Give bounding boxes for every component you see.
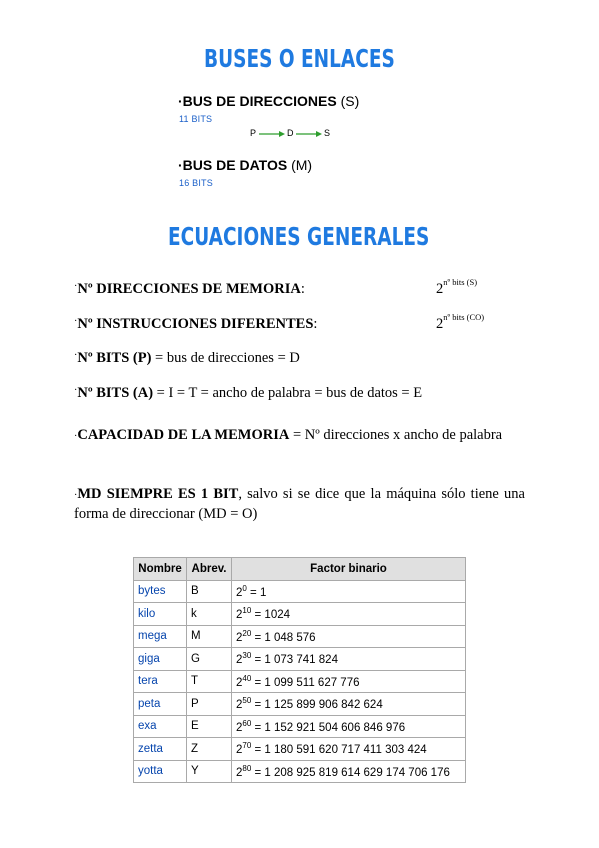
binary-factor [232, 760, 466, 783]
bus-direcciones-bits: 11 BITS [179, 114, 213, 124]
bullet: · [74, 385, 78, 396]
equation-label: Nº DIRECCIONES DE MEMORIA [77, 281, 301, 297]
power-exponent: nº bits (S) [443, 277, 478, 287]
factor-value: = 1 048 576 [251, 631, 316, 644]
power-base: 2 [436, 315, 444, 332]
prefix-abbreviation: T [187, 670, 232, 693]
factor-exponent: 10 [242, 606, 252, 616]
factor-exponent: 20 [242, 628, 252, 638]
binary-factor [232, 580, 466, 603]
equation-separator: : [313, 316, 318, 332]
factor-exponent: 0 [242, 583, 247, 593]
binary-factor [232, 715, 466, 738]
factor-base: 2 [236, 676, 243, 689]
equation-instrucciones [74, 316, 317, 333]
factor-exponent: 50 [242, 696, 252, 706]
factor-exponent: 60 [242, 718, 252, 728]
factor-exponent: 70 [242, 741, 252, 751]
column-header-nombre: Nombre [134, 558, 187, 581]
note-text: , salvo si se dice que la máquina sólo tiene una forma de direccionar (MD = O) [74, 486, 525, 522]
bullet: · [74, 316, 78, 327]
arrow-right-icon [296, 130, 322, 138]
prefix-abbreviation: B [187, 580, 232, 603]
binary-factor [232, 738, 466, 761]
power-base: 2 [436, 280, 444, 297]
equation-label: CAPACIDAD DE LA MEMORIA [77, 427, 290, 443]
equation-capacidad [74, 426, 525, 446]
table-row [134, 648, 466, 671]
table-body [134, 580, 466, 783]
equation-label: Nº INSTRUCCIONES DIFERENTES [77, 316, 314, 332]
factor-base: 2 [236, 721, 243, 734]
factor-base: 2 [236, 766, 243, 779]
equation-text: = Nº direcciones x ancho de palabra [289, 427, 503, 443]
prefix-name-link[interactable]: bytes [134, 580, 187, 603]
factor-base: 2 [236, 744, 243, 757]
factor-exponent: 80 [242, 763, 252, 773]
binary-factor [232, 625, 466, 648]
bullet: · [74, 431, 78, 442]
bus-datos-bits: 16 BITS [179, 178, 213, 188]
bullet: · [178, 157, 183, 173]
bus-direcciones-label: BUS DE DIRECCIONES [182, 93, 341, 109]
prefix-name-link[interactable]: mega [134, 625, 187, 648]
bus-datos-label: BUS DE DATOS [182, 157, 292, 173]
bus-direcciones-symbol: (S) [340, 93, 360, 109]
factor-value: = 1 180 591 620 717 411 303 424 [251, 744, 427, 757]
power-direcciones [436, 279, 477, 298]
flow-p: P [250, 128, 257, 138]
factor-exponent: 30 [242, 651, 252, 661]
table-row [134, 625, 466, 648]
flow-d: D [287, 128, 294, 138]
prefix-abbreviation: k [187, 603, 232, 626]
prefix-name-link[interactable]: tera [134, 670, 187, 693]
factor-base: 2 [236, 654, 243, 667]
factor-value: = 1 099 511 627 776 [251, 676, 360, 689]
factor-value: = 1 208 925 819 614 629 174 706 176 [251, 766, 450, 779]
binary-factor [232, 693, 466, 716]
flow-s: S [324, 128, 331, 138]
table-row [134, 760, 466, 783]
prefix-abbreviation: P [187, 693, 232, 716]
factor-base: 2 [236, 699, 243, 712]
prefix-name-link[interactable]: peta [134, 693, 187, 716]
equation-direcciones [74, 281, 305, 298]
bullet: · [74, 350, 78, 361]
column-header-factor: Factor binario [232, 558, 466, 581]
prefix-abbreviation: M [187, 625, 232, 648]
equation-bits-p [74, 350, 300, 367]
table-row [134, 715, 466, 738]
prefix-abbreviation: Y [187, 760, 232, 783]
prefix-name-link[interactable]: zetta [134, 738, 187, 761]
equation-bits-a [74, 385, 422, 402]
bullet: · [74, 281, 78, 292]
prefix-name-link[interactable]: giga [134, 648, 187, 671]
note-label: MD SIEMPRE ES 1 BIT [77, 486, 239, 502]
bus-datos-heading [178, 157, 312, 173]
factor-base: 2 [236, 631, 243, 644]
table-row [134, 738, 466, 761]
factor-value: = 1024 [251, 609, 291, 622]
prefix-abbreviation: Z [187, 738, 232, 761]
factor-value: = 1 073 741 824 [251, 654, 338, 667]
bullet: · [74, 490, 78, 501]
factor-exponent: 40 [242, 673, 252, 683]
prefix-name-link[interactable]: exa [134, 715, 187, 738]
equation-label: Nº BITS (P) [77, 350, 152, 366]
power-instrucciones [436, 314, 484, 333]
factor-value: = 1 [246, 586, 267, 599]
binary-factor [232, 603, 466, 626]
power-exponent: nº bits (CO) [443, 312, 485, 322]
bullet: · [178, 93, 183, 109]
title-buses: BUSES O ENLACES [204, 44, 395, 73]
bus-datos-symbol: (M) [291, 157, 313, 173]
arrow-right-icon [259, 130, 285, 138]
note-md [74, 485, 525, 524]
equation-text: = I = T = ancho de palabra = bus de datos = E [153, 385, 423, 401]
factor-base: 2 [236, 586, 243, 599]
factor-value: = 1 125 899 906 842 624 [251, 699, 383, 712]
prefix-name-link[interactable]: yotta [134, 760, 187, 783]
table-row [134, 670, 466, 693]
table-header-row [134, 558, 466, 581]
factor-value: = 1 152 921 504 606 846 976 [251, 721, 406, 734]
binary-prefix-table [133, 557, 466, 783]
prefix-name-link[interactable]: kilo [134, 603, 187, 626]
prefix-abbreviation: E [187, 715, 232, 738]
table-row [134, 580, 466, 603]
title-ecuaciones: ECUACIONES GENERALES [168, 222, 430, 251]
table-row [134, 603, 466, 626]
binary-factor [232, 648, 466, 671]
binary-factor [232, 670, 466, 693]
table-row [134, 693, 466, 716]
equation-text: = bus de direcciones = D [151, 350, 300, 366]
prefix-abbreviation: G [187, 648, 232, 671]
factor-base: 2 [236, 609, 243, 622]
equation-separator: : [300, 281, 305, 297]
flow-diagram [250, 127, 340, 141]
column-header-abrev: Abrev. [187, 558, 232, 581]
bus-direcciones-heading [178, 93, 359, 109]
equation-label: Nº BITS (A) [77, 385, 154, 401]
